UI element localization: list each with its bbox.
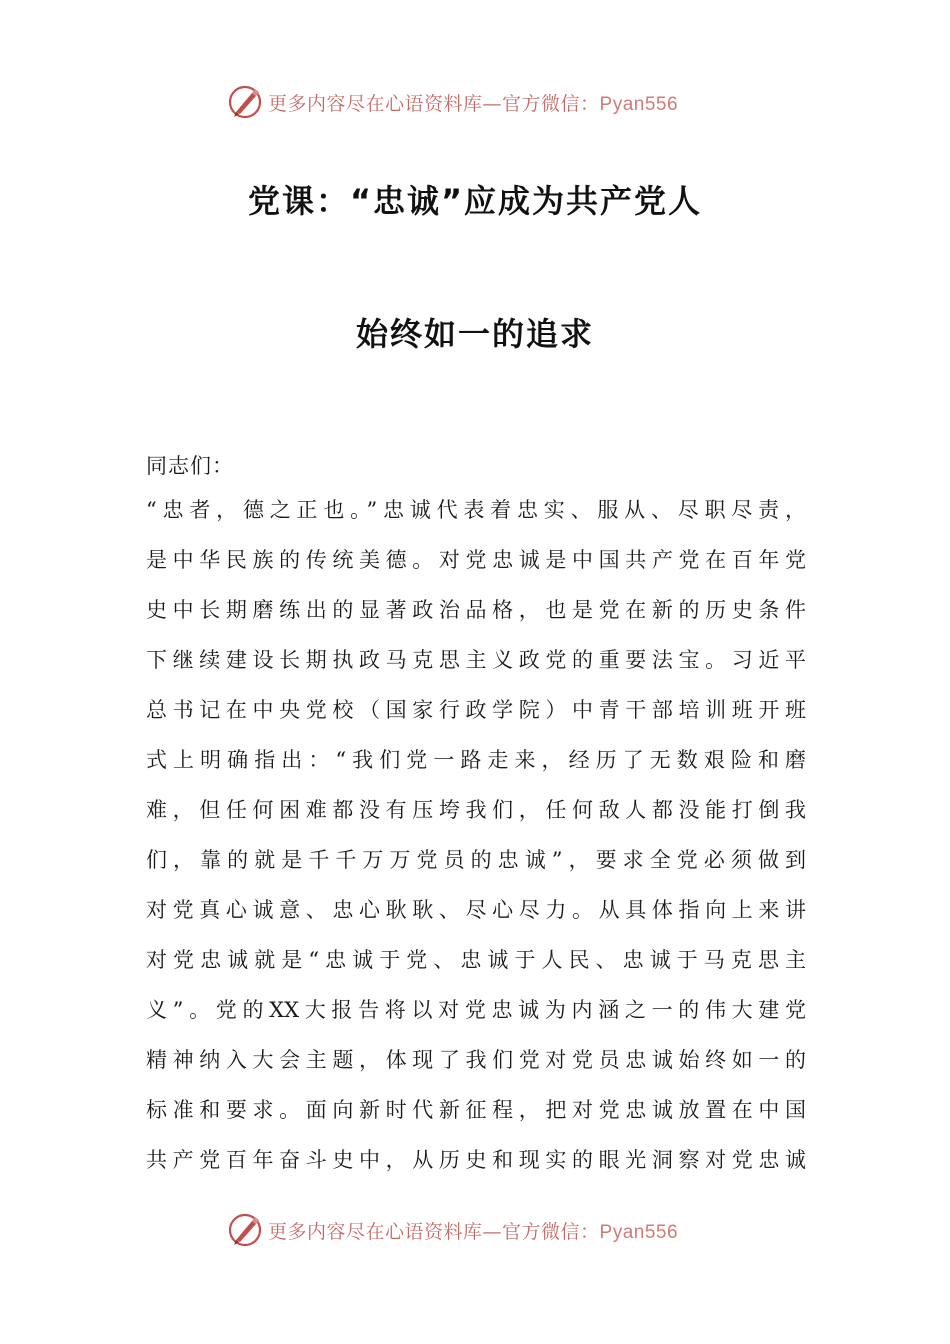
wechat-id: Pyan556 [599,93,679,115]
watermark-text: 更多内容尽在心语资料库—官方微信：Pyan556 [268,92,679,115]
watermark-text: 更多内容尽在心语资料库—官方微信：Pyan556 [268,1220,679,1243]
body-line: 标准和要求。面向新时代新征程，把对党忠诚放置在中国 [146,1098,806,1122]
document-title-line-2: 始终如一的追求 [355,315,594,353]
body-line: 难，但任何困难都没有压垮我们，任何敌人都没能打倒我 [146,798,806,822]
body-line: 史中长期磨练出的显著政治品格，也是党在新的历史条件 [146,598,806,622]
wechat-id: Pyan556 [599,1221,679,1243]
pen-logo-icon [228,84,264,120]
body-line: 式上明确指出：“我们党一路走来，经历了无数艰险和磨 [146,748,806,772]
body-line: 总书记在中央党校（国家行政学院）中青干部培训班开班 [146,698,806,722]
body-paragraph [146,494,806,1194]
body-line: 对党真心诚意、忠心耿耿、尽心尽力。从具体指向上来讲 [146,898,806,922]
salutation: 同志们： [146,454,234,478]
body-line: 下继续建设长期执政马克思主义政党的重要法宝。习近平 [146,648,806,672]
body-line: “忠者，德之正也。”忠诚代表着忠实、服从、尽职尽责， [146,498,806,522]
body-line: 对党忠诚就是“忠诚于党、忠诚于人民、忠诚于马克思主 [146,948,806,972]
body-line: 共产党百年奋斗史中，从历史和现实的眼光洞察对党忠诚 [146,1148,806,1172]
pen-logo-icon [228,1212,264,1248]
watermark-banner-top [228,82,678,122]
document-title-line-1: 党课：“忠诚”应成为共产党人 [247,182,703,220]
body-line: 精神纳入大会主题，体现了我们党对党员忠诚始终如一的 [146,1048,806,1072]
body-line: 义”。党的XX大报告将以对党忠诚为内涵之一的伟大建党 [146,998,806,1022]
watermark-banner-bottom [228,1210,678,1250]
body-line: 是中华民族的传统美德。对党忠诚是中国共产党在百年党 [146,548,806,572]
body-line: 们，靠的就是千千万万党员的忠诚”，要求全党必须做到 [146,848,806,872]
